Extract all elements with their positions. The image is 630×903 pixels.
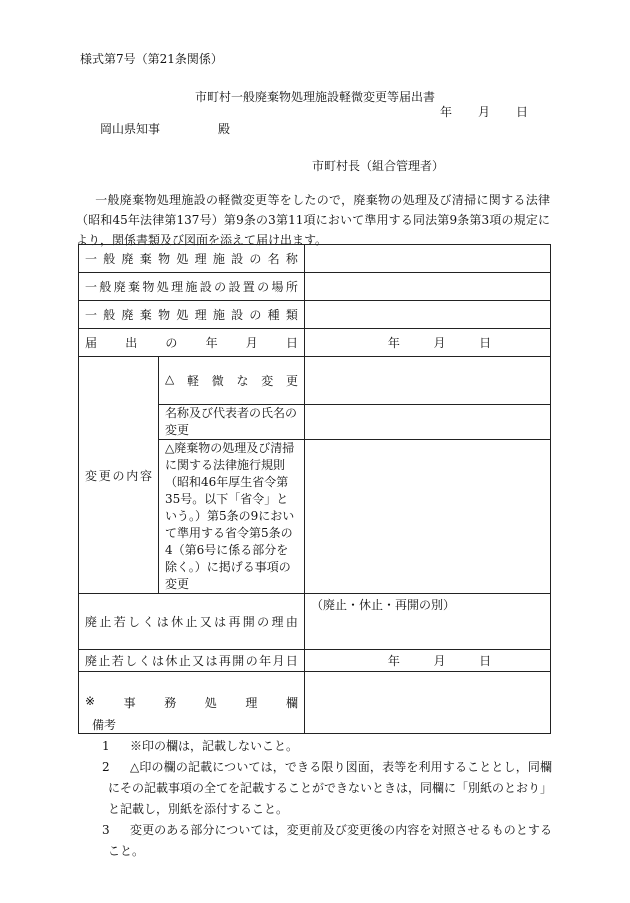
- sender: 市町村長（組合管理者）: [312, 159, 445, 173]
- label-name-change: 名称及び代表者の氏名の変更: [159, 405, 305, 440]
- cell-label: 一 般 廃 棄 物 処 理 施 設 の 名 称: [85, 252, 298, 266]
- label-facility-location: [79, 273, 305, 301]
- date-day-label: 日: [515, 105, 528, 119]
- cell-label: 一 般 廃 棄 物 処 理 施 設 の 設 置 の 場 所: [85, 280, 298, 294]
- date-year-label: 年: [387, 336, 400, 350]
- remark-number: 2: [102, 760, 110, 774]
- label-minor-change: [159, 357, 305, 405]
- date-month-label: 月: [477, 105, 490, 119]
- remark-text: 変更のある部分については，変更前及び変更後の内容を対照させるものとすること。: [108, 823, 552, 858]
- cell-label: 変 更 の 内 容: [85, 468, 152, 483]
- field-minor-change[interactable]: [305, 357, 551, 405]
- remark-number: 1: [102, 739, 110, 753]
- table-row: [79, 594, 551, 650]
- table-row: [79, 301, 551, 329]
- label-facility-type: [79, 301, 305, 329]
- cell-label: 廃 止 若 し く は 休 止 又 は 再 開 の 年 月 日: [85, 654, 298, 668]
- label-change-content: [79, 357, 159, 594]
- date-day-label: 日: [479, 336, 492, 350]
- field-facility-location[interactable]: [305, 273, 551, 301]
- field-name-change[interactable]: [305, 405, 551, 440]
- label-rule-change: △廃棄物の処理及び清掃に関する法律施行規則（昭和46年厚生省令第35号。以下「省令」という。）第5条の9において準用する省令第5条の4（第6号に係る部分を除く。）に掲げる事項の変更: [159, 440, 305, 594]
- field-facility-type[interactable]: [305, 301, 551, 329]
- addressee-honorific: 殿: [217, 122, 230, 136]
- table-row: [79, 329, 551, 357]
- remark-number: 3: [102, 823, 110, 837]
- date-day-label: 日: [479, 654, 492, 668]
- field-reason[interactable]: [305, 594, 551, 650]
- addressee-name: 岡山県知事: [100, 122, 161, 136]
- date-month-label: 月: [433, 654, 446, 668]
- table-row: [79, 650, 551, 672]
- form-number: 様式第7号（第21条関係）: [80, 52, 223, 66]
- list-item: [86, 820, 552, 862]
- form-table: [78, 244, 551, 734]
- table-row: [79, 672, 551, 734]
- field-notification-date[interactable]: [305, 329, 551, 357]
- date-year-label: 年: [440, 105, 453, 119]
- field-facility-name[interactable]: [305, 245, 551, 273]
- table-row: [79, 273, 551, 301]
- field-reason-date[interactable]: [305, 650, 551, 672]
- list-item: [86, 757, 552, 820]
- table-row: [79, 245, 551, 273]
- label-reason-date: [79, 650, 305, 672]
- field-rule-change[interactable]: [305, 440, 551, 594]
- table-row: [79, 357, 551, 405]
- label-facility-name: [79, 245, 305, 273]
- body-text: 一般廃棄物処理施設の軽微変更等をしたので，廃棄物の処理及び清掃に関する法律（昭和45年法律第137号）第9条の3第11項において準用する同法第9条第3項の規定により，関係書類及び図面を添えて届け出ます。: [76, 193, 550, 247]
- addressee: [100, 120, 230, 137]
- remarks-list: [86, 736, 552, 862]
- cell-label: △ 軽 微 な 変 更: [165, 372, 298, 388]
- remarks-heading: 備考: [92, 718, 117, 732]
- date-month-label: 月: [433, 336, 446, 350]
- submission-date: [440, 103, 528, 120]
- cell-label: 一 般 廃 棄 物 処 理 施 設 の 種 類: [85, 308, 298, 322]
- cell-label: 届 出 の 年 月 日: [85, 336, 298, 350]
- date-year-label: 年: [387, 654, 400, 668]
- label-notification-date: [79, 329, 305, 357]
- remark-text: △印の欄の記載については，できる限り図面，表等を利用することとし，同欄にその記載事項の全てを記載することができないときは，同欄に「別紙のとおり」と記載し，別紙を添付すること。: [108, 760, 553, 816]
- list-item: [86, 736, 552, 757]
- label-reason: [79, 594, 305, 650]
- cell-label: 廃 止 若 し く は 休 止 又 は 再 開 の 理 由: [85, 615, 298, 629]
- cell-label: ※ 事 務 処 理 欄: [85, 694, 298, 710]
- remark-text: ※印の欄は，記載しないこと。: [130, 739, 299, 753]
- document-title: 市町村一般廃棄物処理施設軽微変更等届出書: [194, 90, 435, 104]
- reason-note: （廃止・休止・再開の別）: [311, 598, 456, 612]
- field-office-use: [305, 672, 551, 734]
